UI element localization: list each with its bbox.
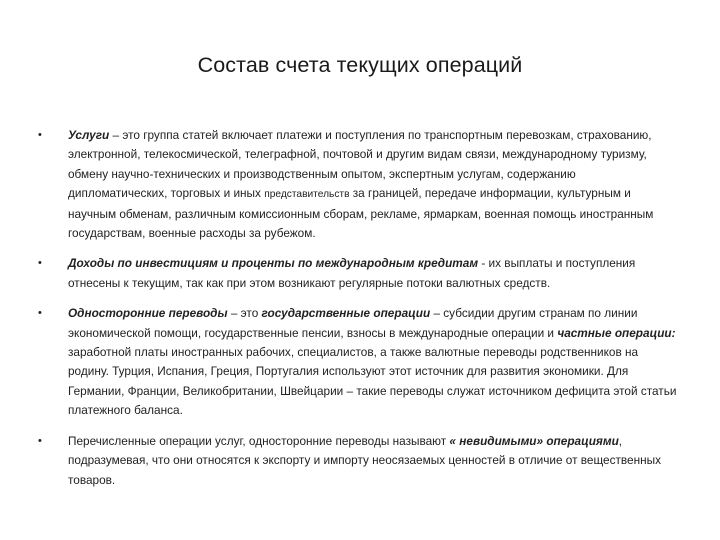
item-term-government: государственные операции — [261, 306, 431, 321]
item-term-invisible: « невидимыми» операциями — [449, 433, 619, 448]
bullet-list — [38, 126, 678, 501]
slide-title: Состав счета текущих операций — [197, 53, 523, 77]
item-text: – это — [227, 306, 262, 321]
item-lead-term: Односторонние переводы — [68, 306, 228, 321]
list-item-services — [38, 126, 678, 243]
item-text: , подразумевая, что они относятся к экспорту и импорту неосязаемых ценностей в отличие от вещественных товаров. — [68, 433, 661, 487]
bullet-dot: • — [38, 257, 42, 270]
list-item-investment-income — [38, 254, 678, 293]
item-text-small: представительств — [264, 189, 350, 201]
item-text: - их выплаты и поступления отнесены к текущим, так как при этом возникают регулярные потоки валютных средств. — [68, 256, 636, 290]
item-term-private: частные операции: — [557, 325, 676, 340]
item-lead-term: Услуги — [68, 128, 110, 142]
list-item-invisible-operations — [38, 432, 678, 490]
item-text: – субсидии другим странам по линии экономической помощи, государственные пенсии, взносы в международные операции и — [68, 306, 638, 340]
item-text: Перечисленные операции услуг, односторонние переводы называют — [68, 433, 450, 448]
bullet-dot: • — [38, 434, 42, 447]
item-text: заработной платы иностранных рабочих, специалистов, а также валютные переводы родственников на родину. Турция, Испания, Греция, Португалия используют этот источник для развития экономики. Для Германии, Франции, Великобритании, Швейцарии – такие переводы служат источником дефицита этой статьи платежного баланса. — [68, 345, 677, 418]
bullet-dot: • — [38, 307, 42, 320]
item-text: – это группа статей включает платежи и поступления по транспортным перевозкам, страхованию, электронной, телекосмической, телеграфной, почтовой и другим видам связи, международному туризму, обмену научно-технических и производственным опытом, экспертным услугам, содержанию дипломатических, торговых и иных — [68, 128, 652, 201]
item-lead-term: Доходы по инвестициям и проценты по международным кредитам — [68, 256, 479, 271]
item-text: за границей, передаче информации, культурным и научным обменам, различным комиссионным сборам, рекламе, ярмаркам, военная помощь иностранным государствам, военные расходы за рубежом. — [68, 186, 654, 241]
list-item-unilateral-transfers — [38, 304, 678, 420]
bullet-dot: • — [38, 129, 42, 141]
